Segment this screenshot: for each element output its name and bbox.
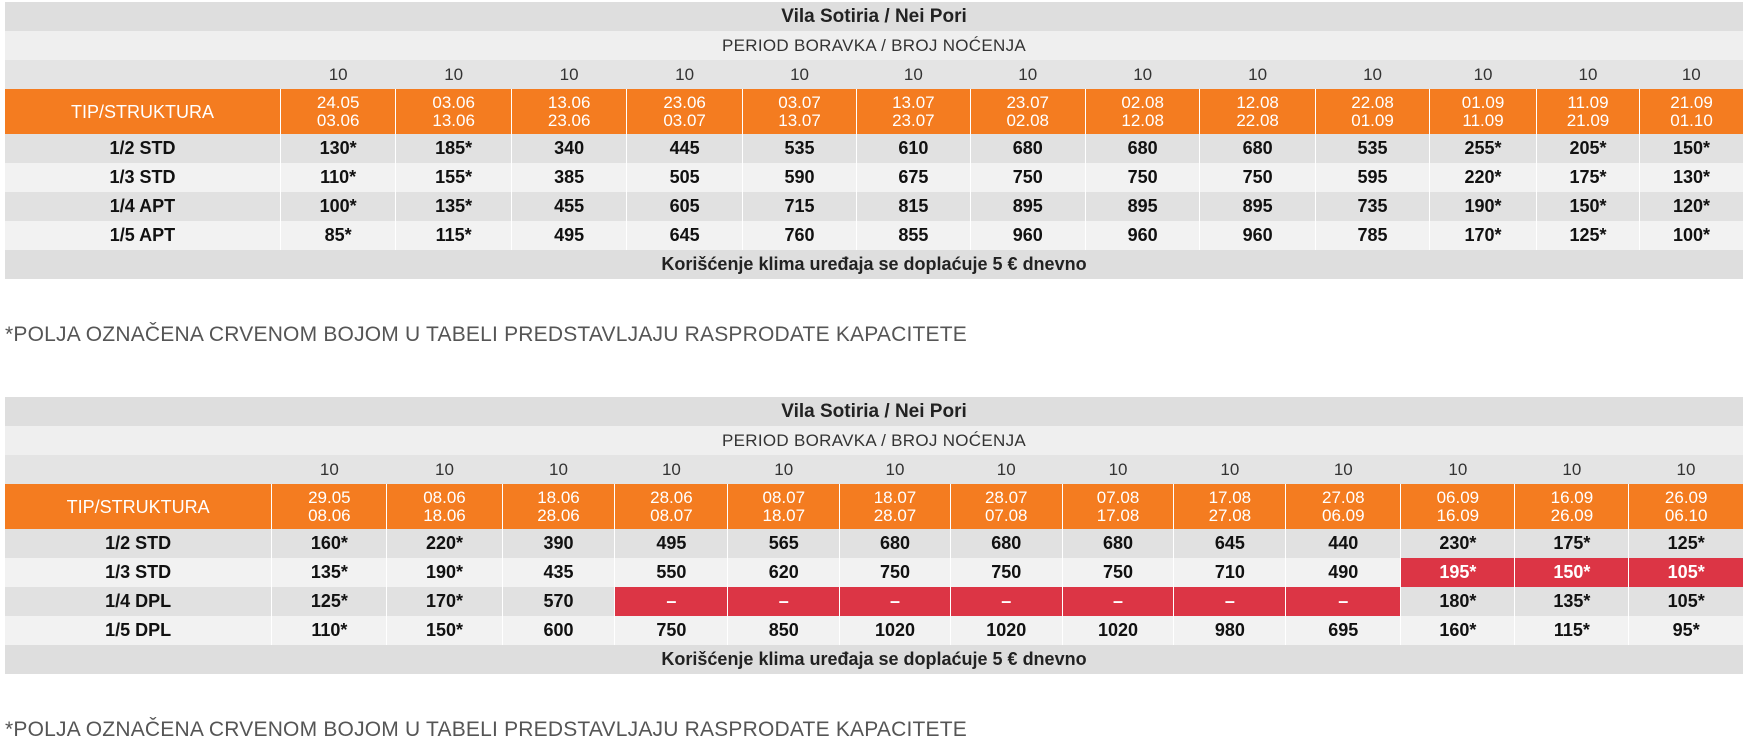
- price-cell: 680: [970, 134, 1085, 163]
- price-cell: 895: [1085, 192, 1199, 221]
- air-conditioning-note: Korišćenje klima uređaja se doplaćuje 5 € dnevno: [5, 250, 1743, 279]
- period-from: 13.07: [892, 92, 935, 112]
- price-cell: 160*: [272, 529, 387, 558]
- price-cell: 340: [511, 134, 626, 163]
- sold-out-price-cell: 150*: [1515, 558, 1629, 587]
- nights-cell: 10: [840, 455, 951, 484]
- title-row: [5, 2, 1743, 31]
- period-date-cell: [1200, 89, 1315, 134]
- room-type-cell: 1/3 STD: [5, 558, 272, 587]
- period-header: PERIOD BORAVKA / BROJ NOĆENJA: [5, 426, 1743, 455]
- period-from: 28.07: [984, 487, 1028, 507]
- nights-cell: 10: [1515, 455, 1629, 484]
- table-row: [5, 192, 1743, 221]
- period-date-cell: [1286, 484, 1401, 529]
- price-cell: 150*: [1536, 192, 1639, 221]
- period-from: 12.08: [1236, 92, 1279, 112]
- price-cell: 110*: [280, 163, 395, 192]
- price-cell: 710: [1174, 558, 1286, 587]
- period-date-cell: [970, 89, 1085, 134]
- period-from: 27.08: [1322, 487, 1365, 507]
- price-cell: 190*: [387, 558, 502, 587]
- period-to: 16.09: [1436, 505, 1480, 525]
- period-date-cell: [511, 89, 626, 134]
- nights-cell: 10: [502, 455, 615, 484]
- price-cell: 100*: [280, 192, 395, 221]
- price-cell: 440: [1286, 529, 1401, 558]
- room-type-cell: 1/4 DPL: [5, 587, 272, 616]
- price-cell: 895: [970, 192, 1085, 221]
- price-cell: 550: [615, 558, 728, 587]
- period-date-cell: [1640, 89, 1743, 134]
- dates-header-row: [5, 484, 1743, 529]
- price-cell: 610: [857, 134, 970, 163]
- period-to: 06.10: [1664, 505, 1708, 525]
- price-cell: 255*: [1430, 134, 1537, 163]
- price-cell: 130*: [1640, 163, 1743, 192]
- period-from: 22.08: [1351, 92, 1394, 112]
- price-cell: 570: [502, 587, 615, 616]
- price-cell: 750: [1200, 163, 1315, 192]
- nights-cell: 10: [742, 60, 856, 89]
- nights-cell: 10: [627, 60, 742, 89]
- nights-cell: 10: [1174, 455, 1286, 484]
- sold-out-price-cell: –: [1174, 587, 1286, 616]
- price-cell: 160*: [1401, 616, 1515, 645]
- nights-cell: 10: [511, 60, 626, 89]
- period-to: 21.09: [1566, 110, 1610, 130]
- period-date-cell: [627, 89, 742, 134]
- price-cell: 960: [970, 221, 1085, 250]
- period-to: 13.07: [778, 110, 821, 130]
- price-cell: 175*: [1536, 163, 1639, 192]
- price-cell: 100*: [1640, 221, 1743, 250]
- price-cell: 680: [1062, 529, 1174, 558]
- price-cell: 505: [627, 163, 742, 192]
- period-date-cell: [728, 484, 840, 529]
- nights-row: [5, 455, 1743, 484]
- price-cell: 1020: [840, 616, 951, 645]
- type-header: TIP/STRUKTURA: [5, 484, 272, 529]
- period-to: 01.09: [1351, 110, 1394, 130]
- period-date-cell: [280, 89, 395, 134]
- period-date-cell: [1401, 484, 1515, 529]
- period-from: 13.06: [547, 92, 591, 112]
- nights-cell: 10: [615, 455, 728, 484]
- price-cell: 135*: [1515, 587, 1629, 616]
- period-to: 03.07: [663, 110, 706, 130]
- sold-out-price-cell: –: [1062, 587, 1174, 616]
- nights-cell: 10: [1536, 60, 1639, 89]
- period-from: 08.06: [423, 487, 466, 507]
- table-row: [5, 587, 1743, 616]
- nights-cell: 10: [1062, 455, 1174, 484]
- price-cell: 495: [511, 221, 626, 250]
- dates-header-row: [5, 89, 1743, 134]
- period-date-cell: [950, 484, 1062, 529]
- price-cell: 205*: [1536, 134, 1639, 163]
- price-cell: 980: [1174, 616, 1286, 645]
- price-cell: 675: [857, 163, 970, 192]
- price-cell: 960: [1085, 221, 1199, 250]
- price-cell: 125*: [1536, 221, 1639, 250]
- price-table: [5, 2, 1743, 279]
- period-date-cell: [1315, 89, 1429, 134]
- nights-cell: 10: [387, 455, 502, 484]
- room-type-cell: 1/5 DPL: [5, 616, 272, 645]
- period-from: 01.09: [1461, 92, 1505, 112]
- price-cell: 115*: [396, 221, 511, 250]
- price-cell: 680: [1200, 134, 1315, 163]
- price-cell: 130*: [280, 134, 395, 163]
- nights-cell: 10: [280, 60, 395, 89]
- air-conditioning-note: Korišćenje klima uređaja se doplaćuje 5 € dnevno: [5, 645, 1743, 674]
- nights-cell: 10: [970, 60, 1085, 89]
- price-cell: 495: [615, 529, 728, 558]
- price-cell: 115*: [1515, 616, 1629, 645]
- period-from: 29.05: [308, 487, 351, 507]
- price-cell: 85*: [280, 221, 395, 250]
- sold-out-price-cell: –: [728, 587, 840, 616]
- period-date-cell: [1174, 484, 1286, 529]
- price-cell: 445: [627, 134, 742, 163]
- nights-cell: 10: [1640, 60, 1743, 89]
- nights-cell: 10: [1629, 455, 1743, 484]
- price-cell: 645: [627, 221, 742, 250]
- period-to: 11.09: [1462, 110, 1504, 130]
- period-to: 03.06: [316, 110, 360, 130]
- period-from: 23.06: [663, 92, 706, 112]
- period-from: 21.09: [1670, 92, 1713, 112]
- price-cell: 565: [728, 529, 840, 558]
- price-cell: 180*: [1401, 587, 1515, 616]
- period-date-cell: [396, 89, 511, 134]
- table-title: Vila Sotiria / Nei Pori: [5, 397, 1743, 426]
- room-type-cell: 1/2 STD: [5, 529, 272, 558]
- room-type-cell: 1/5 APT: [5, 221, 280, 250]
- period-to: 26.09: [1550, 505, 1594, 525]
- period-from: 03.06: [432, 92, 475, 112]
- period-from: 18.06: [537, 487, 580, 507]
- price-cell: 750: [950, 558, 1062, 587]
- period-date-cell: [387, 484, 502, 529]
- period-date-cell: [1062, 484, 1174, 529]
- period-from: 17.08: [1208, 487, 1252, 507]
- nights-cell: 10: [950, 455, 1062, 484]
- nights-cell: 10: [1430, 60, 1537, 89]
- nights-cell: 10: [396, 60, 511, 89]
- period-date-cell: [1430, 89, 1537, 134]
- sold-out-footnote: *POLJA OZNAČENA CRVENOM BOJOM U TABELI PREDSTAVLJAJU RASPRODATE KAPACITETE: [5, 323, 967, 346]
- price-cell: 105*: [1629, 587, 1743, 616]
- price-cell: 590: [742, 163, 856, 192]
- room-type-cell: 1/2 STD: [5, 134, 280, 163]
- table-row: [5, 616, 1743, 645]
- price-cell: 680: [1085, 134, 1199, 163]
- price-cell: 750: [970, 163, 1085, 192]
- period-to: 22.08: [1236, 110, 1279, 130]
- table-row: [5, 134, 1743, 163]
- room-type-cell: 1/3 STD: [5, 163, 280, 192]
- price-cell: 220*: [387, 529, 502, 558]
- price-cell: 680: [950, 529, 1062, 558]
- period-date-cell: [1085, 89, 1199, 134]
- period-to: 08.06: [308, 505, 351, 525]
- table-row: [5, 221, 1743, 250]
- table-row: [5, 558, 1743, 587]
- nights-cell: 10: [272, 455, 387, 484]
- price-cell: 120*: [1640, 192, 1743, 221]
- sold-out-price-cell: –: [1286, 587, 1401, 616]
- price-cell: 535: [742, 134, 856, 163]
- price-cell: 155*: [396, 163, 511, 192]
- table-row: [5, 529, 1743, 558]
- nights-empty-cell: [5, 60, 280, 89]
- period-from: 26.09: [1664, 487, 1708, 507]
- price-cell: 135*: [396, 192, 511, 221]
- price-table-1: [5, 2, 1743, 279]
- sold-out-price-cell: –: [615, 587, 728, 616]
- price-cell: 535: [1315, 134, 1429, 163]
- period-to: 12.08: [1121, 110, 1164, 130]
- price-cell: 620: [728, 558, 840, 587]
- price-cell: 605: [627, 192, 742, 221]
- period-from: 18.07: [873, 487, 917, 507]
- period-date-cell: [502, 484, 615, 529]
- price-cell: 110*: [272, 616, 387, 645]
- type-header: TIP/STRUKTURA: [5, 89, 280, 134]
- price-table: [5, 397, 1743, 674]
- nights-cell: 10: [1286, 455, 1401, 484]
- table-row: [5, 163, 1743, 192]
- price-cell: 170*: [1430, 221, 1537, 250]
- title-row: [5, 397, 1743, 426]
- period-to: 07.08: [984, 505, 1028, 525]
- period-from: 07.08: [1096, 487, 1140, 507]
- period-to: 02.08: [1006, 110, 1050, 130]
- price-cell: 750: [615, 616, 728, 645]
- period-header-row: [5, 426, 1743, 455]
- period-from: 03.07: [778, 92, 821, 112]
- period-to: 23.06: [547, 110, 591, 130]
- price-cell: 455: [511, 192, 626, 221]
- period-date-cell: [742, 89, 856, 134]
- price-cell: 150*: [1640, 134, 1743, 163]
- price-cell: 600: [502, 616, 615, 645]
- period-header-row: [5, 31, 1743, 60]
- price-cell: 715: [742, 192, 856, 221]
- table-title: Vila Sotiria / Nei Pori: [5, 2, 1743, 31]
- period-date-cell: [1515, 484, 1629, 529]
- price-cell: 735: [1315, 192, 1429, 221]
- nights-cell: 10: [1401, 455, 1515, 484]
- price-cell: 125*: [272, 587, 387, 616]
- period-header: PERIOD BORAVKA / BROJ NOĆENJA: [5, 31, 1743, 60]
- price-cell: 895: [1200, 192, 1315, 221]
- period-to: 18.07: [762, 505, 806, 525]
- period-to: 28.07: [873, 505, 917, 525]
- price-cell: 135*: [272, 558, 387, 587]
- price-cell: 170*: [387, 587, 502, 616]
- price-cell: 960: [1200, 221, 1315, 250]
- nights-cell: 10: [1085, 60, 1199, 89]
- price-cell: 645: [1174, 529, 1286, 558]
- period-date-cell: [272, 484, 387, 529]
- period-date-cell: [1536, 89, 1639, 134]
- period-from: 06.09: [1436, 487, 1480, 507]
- period-to: 01.10: [1670, 110, 1713, 130]
- price-cell: 230*: [1401, 529, 1515, 558]
- price-cell: 750: [1085, 163, 1199, 192]
- price-cell: 785: [1315, 221, 1429, 250]
- price-cell: 435: [502, 558, 615, 587]
- price-cell: 390: [502, 529, 615, 558]
- price-cell: 125*: [1629, 529, 1743, 558]
- price-cell: 855: [857, 221, 970, 250]
- sold-out-price-cell: –: [950, 587, 1062, 616]
- sold-out-price-cell: 105*: [1629, 558, 1743, 587]
- price-cell: 750: [840, 558, 951, 587]
- nights-cell: 10: [728, 455, 840, 484]
- period-date-cell: [1629, 484, 1743, 529]
- price-cell: 815: [857, 192, 970, 221]
- price-cell: 1020: [1062, 616, 1174, 645]
- room-type-cell: 1/4 APT: [5, 192, 280, 221]
- note-row: [5, 250, 1743, 279]
- period-to: 08.07: [650, 505, 693, 525]
- period-from: 24.05: [316, 92, 360, 112]
- price-cell: 185*: [396, 134, 511, 163]
- price-cell: 150*: [387, 616, 502, 645]
- period-to: 27.08: [1208, 505, 1252, 525]
- sold-out-price-cell: –: [840, 587, 951, 616]
- price-cell: 385: [511, 163, 626, 192]
- nights-row: [5, 60, 1743, 89]
- period-to: 18.06: [423, 505, 466, 525]
- price-cell: 95*: [1629, 616, 1743, 645]
- nights-empty-cell: [5, 455, 272, 484]
- period-to: 28.06: [537, 505, 580, 525]
- nights-cell: 10: [1315, 60, 1429, 89]
- nights-cell: 10: [857, 60, 970, 89]
- price-cell: 175*: [1515, 529, 1629, 558]
- period-from: 11.09: [1567, 92, 1609, 112]
- price-cell: 750: [1062, 558, 1174, 587]
- price-cell: 760: [742, 221, 856, 250]
- period-from: 16.09: [1550, 487, 1594, 507]
- period-to: 17.08: [1096, 505, 1140, 525]
- period-to: 06.09: [1322, 505, 1365, 525]
- price-table-2: [5, 397, 1743, 674]
- period-from: 08.07: [762, 487, 806, 507]
- period-from: 23.07: [1006, 92, 1050, 112]
- price-cell: 850: [728, 616, 840, 645]
- period-from: 28.06: [650, 487, 693, 507]
- price-cell: 1020: [950, 616, 1062, 645]
- period-date-cell: [840, 484, 951, 529]
- period-from: 02.08: [1121, 92, 1164, 112]
- sold-out-price-cell: 195*: [1401, 558, 1515, 587]
- price-cell: 680: [840, 529, 951, 558]
- period-to: 23.07: [892, 110, 935, 130]
- price-cell: 595: [1315, 163, 1429, 192]
- sold-out-footnote: *POLJA OZNAČENA CRVENOM BOJOM U TABELI PREDSTAVLJAJU RASPRODATE KAPACITETE: [5, 718, 967, 741]
- price-cell: 490: [1286, 558, 1401, 587]
- note-row: [5, 645, 1743, 674]
- period-date-cell: [615, 484, 728, 529]
- price-cell: 190*: [1430, 192, 1537, 221]
- period-to: 13.06: [432, 110, 475, 130]
- nights-cell: 10: [1200, 60, 1315, 89]
- price-cell: 220*: [1430, 163, 1537, 192]
- period-date-cell: [857, 89, 970, 134]
- price-cell: 695: [1286, 616, 1401, 645]
